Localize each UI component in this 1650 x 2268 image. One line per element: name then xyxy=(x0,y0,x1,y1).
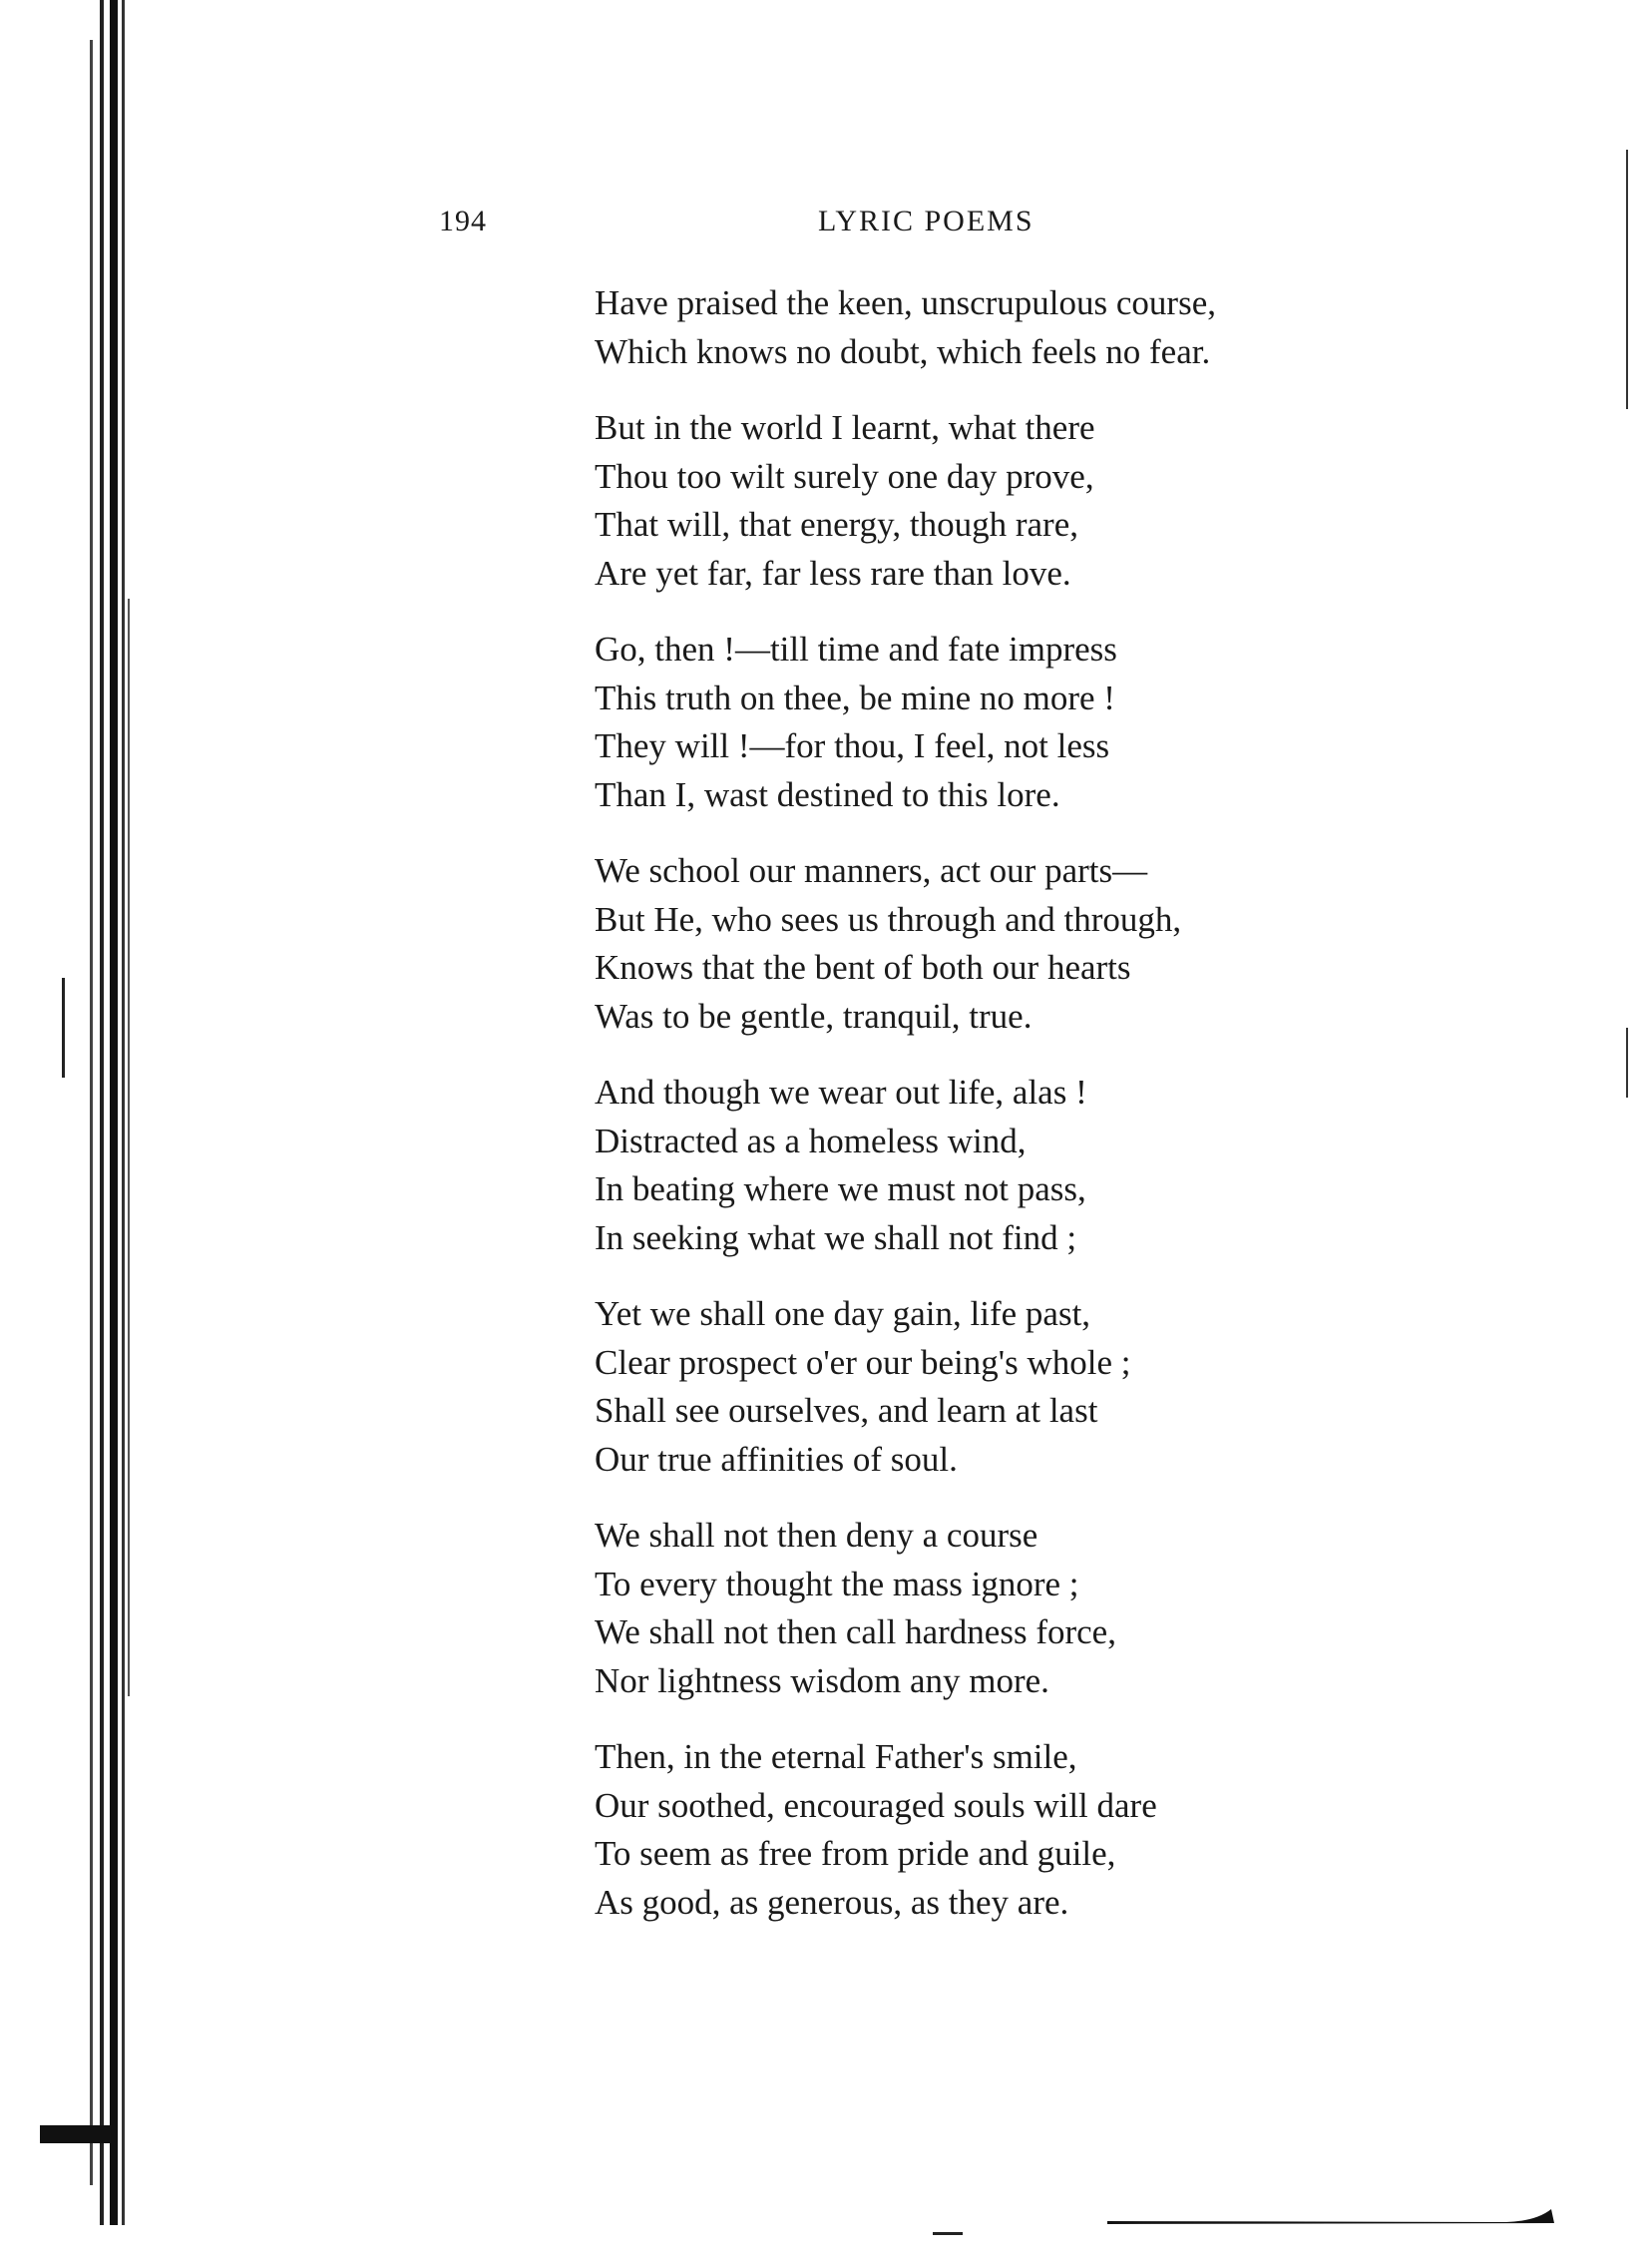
poem-line: We shall not then deny a course xyxy=(595,1516,1038,1555)
poem-line: We shall not then call hardness force, xyxy=(595,1612,1116,1651)
poem-line: Shall see ourselves, and learn at last xyxy=(595,1391,1098,1430)
poem-line: In beating where we must not pass, xyxy=(595,1169,1086,1208)
poem-line: They will !—for thou, I feel, not less xyxy=(595,726,1110,765)
running-title: LYRIC POEMS xyxy=(818,205,1034,237)
poem-line: Yet we shall one day gain, life past, xyxy=(595,1294,1091,1333)
poem-line: As good, as generous, as they are. xyxy=(595,1882,1069,1922)
footer-rule-long xyxy=(1107,2205,1556,2225)
right-edge-mark xyxy=(1626,150,1628,409)
stanza xyxy=(595,1733,1413,1927)
stanza xyxy=(595,279,1413,376)
poem-line: In seeking what we shall not find ; xyxy=(595,1217,1077,1257)
page-number: 194 xyxy=(439,205,487,237)
poem-line: That will, that energy, though rare, xyxy=(595,505,1078,544)
poem-line: But He, who sees us through and through, xyxy=(595,899,1182,939)
poem-line: But in the world I learnt, what there xyxy=(595,408,1095,447)
footer-rule-short xyxy=(933,2232,963,2235)
stanza xyxy=(595,1512,1413,1705)
stanza xyxy=(595,404,1413,598)
poem-line: Have praised the keen, unscrupulous course, xyxy=(595,283,1216,322)
poem-line: To every thought the mass ignore ; xyxy=(595,1564,1079,1603)
poem-line: We school our manners, act our parts— xyxy=(595,851,1148,890)
stanza xyxy=(595,1290,1413,1484)
stanza xyxy=(595,1069,1413,1262)
poem-line: This truth on thee, be mine no more ! xyxy=(595,678,1115,717)
poem-line: Then, in the eternal Father's smile, xyxy=(595,1737,1077,1776)
poem-line: To seem as free from pride and guile, xyxy=(595,1834,1116,1873)
poem-line: And though we wear out life, alas ! xyxy=(595,1073,1087,1112)
poem-line: Our soothed, encouraged souls will dare xyxy=(595,1785,1157,1825)
poem-line: Are yet far, far less rare than love. xyxy=(595,553,1071,593)
right-edge-mark xyxy=(1626,1028,1628,1098)
poem-body xyxy=(595,279,1413,1955)
running-head xyxy=(439,205,1197,244)
poem-line: Which knows no doubt, which feels no fear. xyxy=(595,331,1211,371)
poem-line: Than I, wast destined to this lore. xyxy=(595,774,1060,814)
binding-gutter xyxy=(40,0,130,2225)
poem-line: Thou too wilt surely one day prove, xyxy=(595,456,1094,496)
poem-line: Distracted as a homeless wind, xyxy=(595,1121,1027,1160)
poem-line: Our true affinities of soul. xyxy=(595,1439,958,1479)
poem-line: Knows that the bent of both our hearts xyxy=(595,948,1131,987)
poem-line: Clear prospect o'er our being's whole ; xyxy=(595,1342,1131,1382)
stanza xyxy=(595,626,1413,819)
poem-line: Nor lightness wisdom any more. xyxy=(595,1660,1049,1700)
stanza xyxy=(595,847,1413,1041)
poem-line: Go, then !—till time and fate impress xyxy=(595,630,1117,669)
poem-line: Was to be gentle, tranquil, true. xyxy=(595,996,1032,1036)
